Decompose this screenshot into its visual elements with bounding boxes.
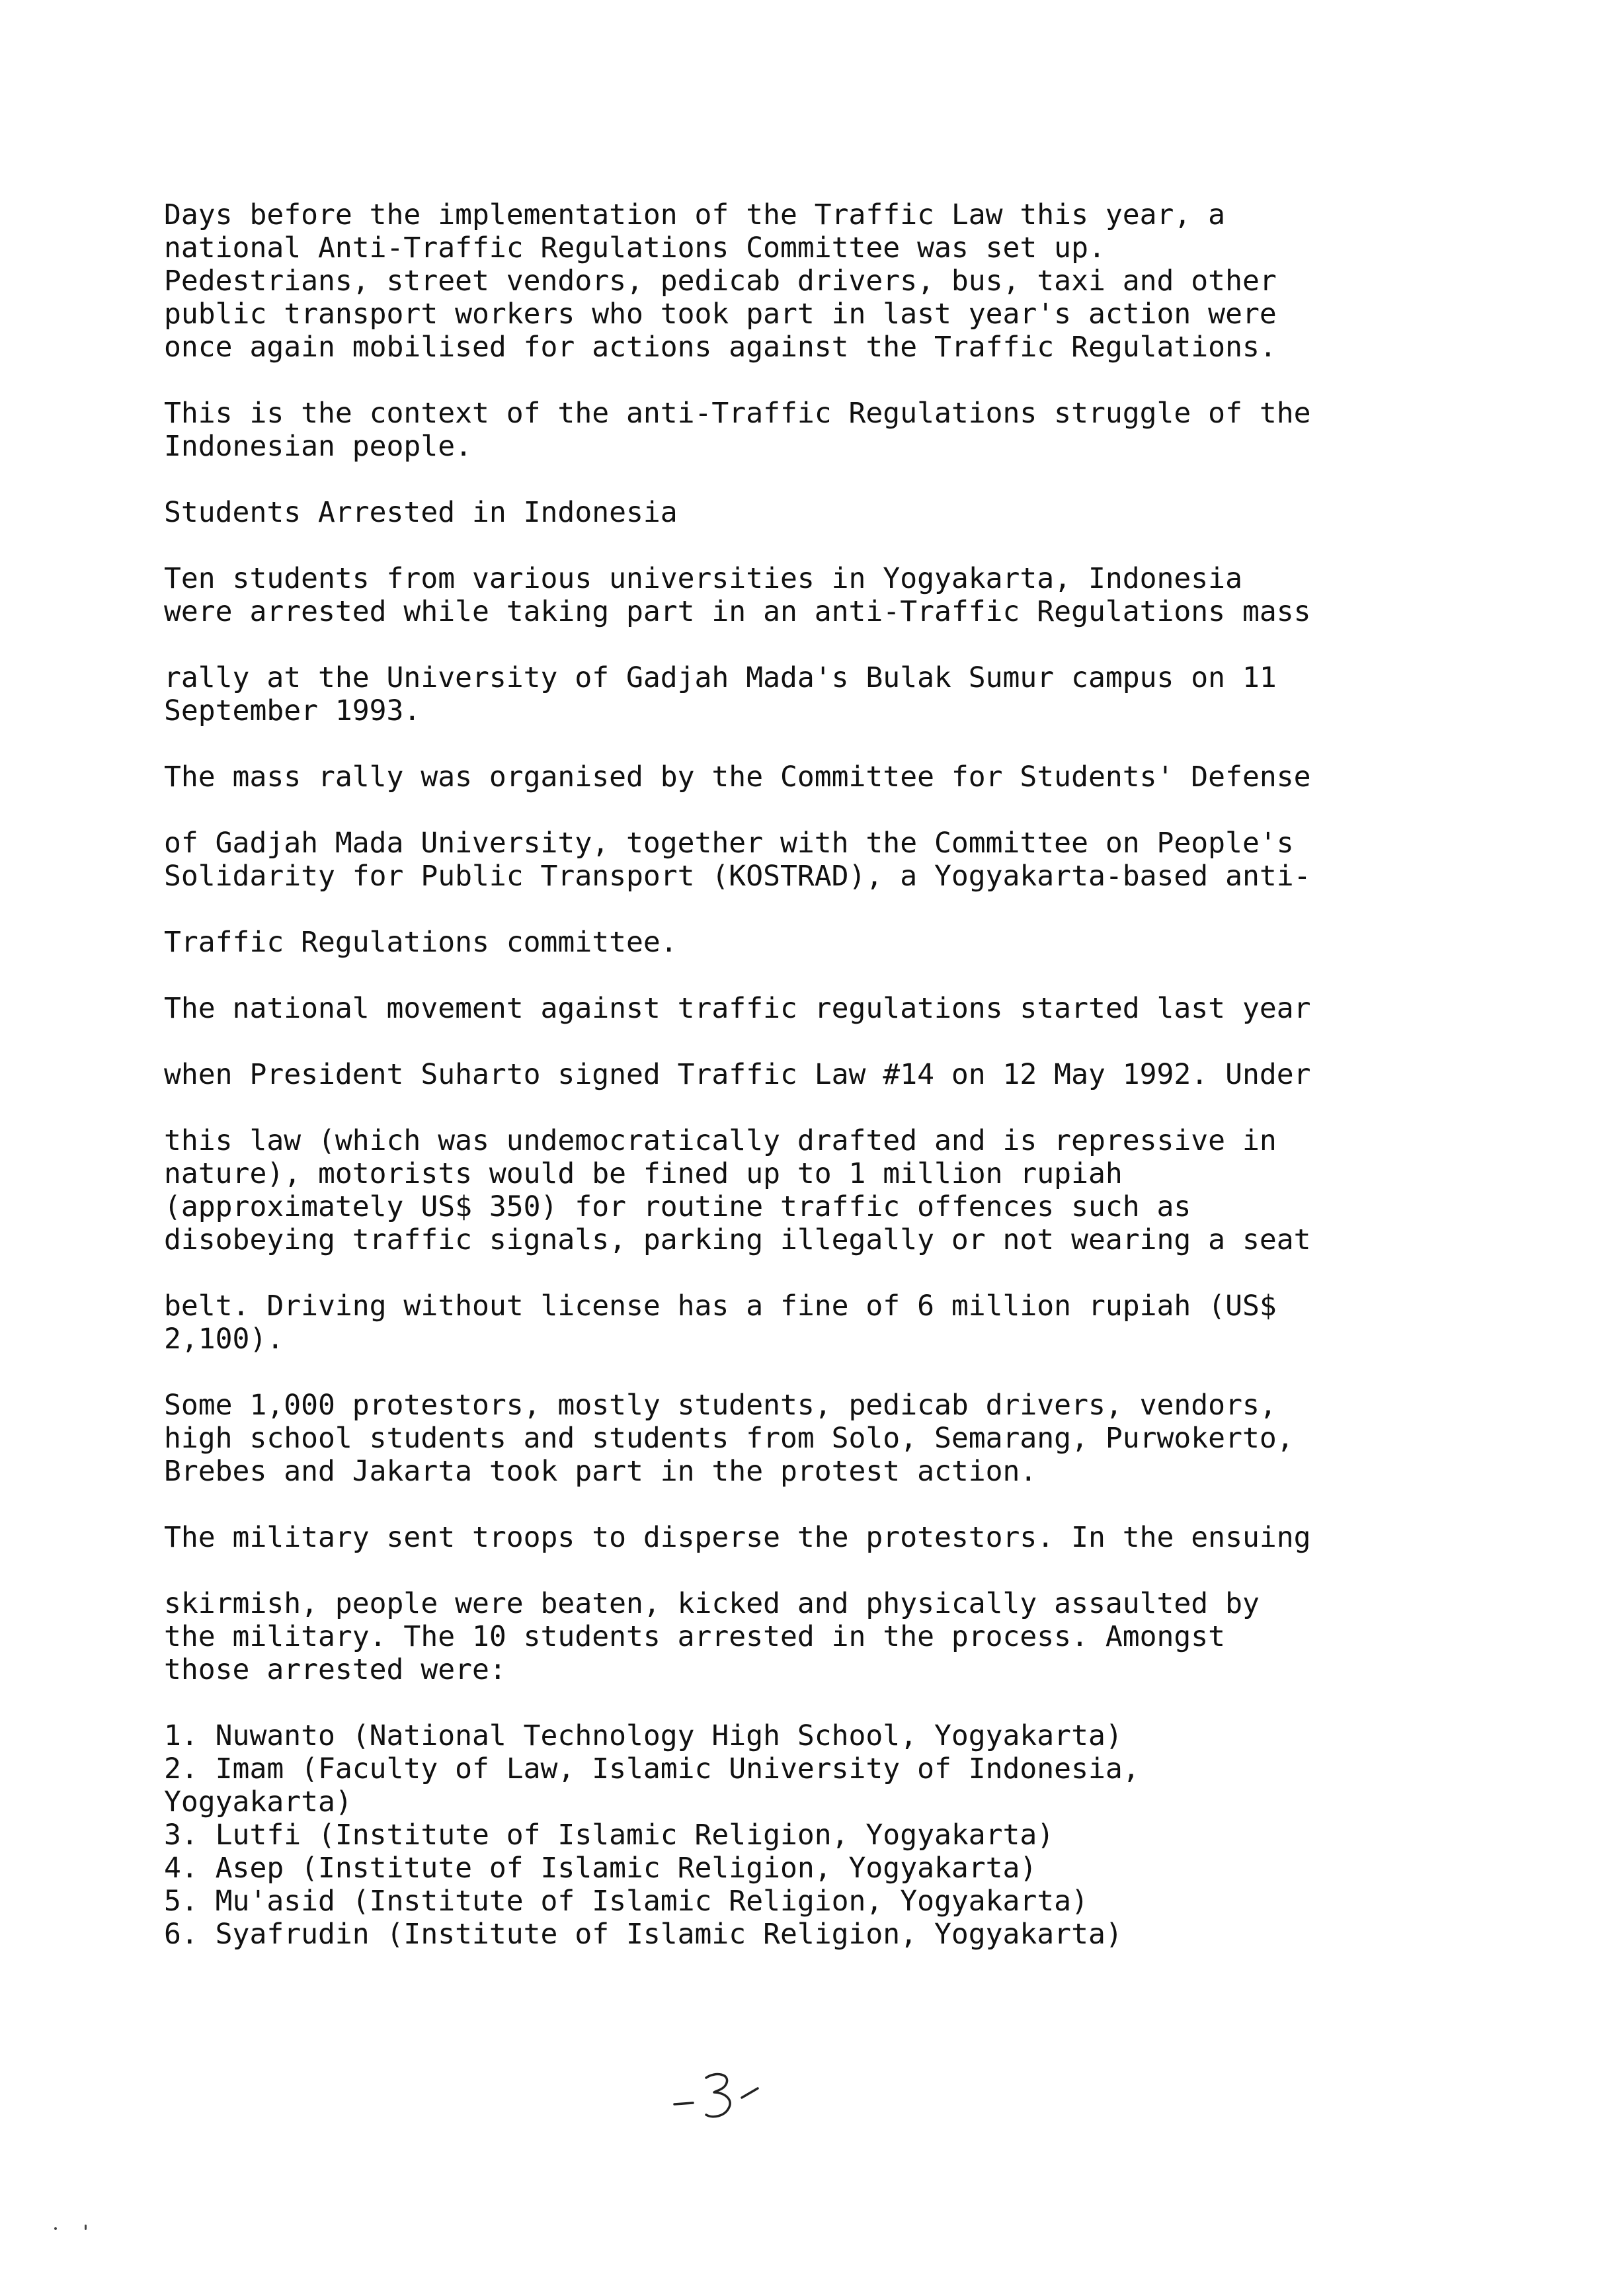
paragraph-military-troops: The military sent troops to disperse the protestors. In the ensuing: [164, 1521, 1311, 1554]
paragraph-rally-location: rally at the University of Gadjah Mada's Bulak Sumur campus on 11 September 1993.: [164, 661, 1277, 727]
paragraph-license-fine: belt. Driving without license has a fine of 6 million rupiah (US$ 2,100).: [164, 1290, 1277, 1356]
scan-speck: [85, 2225, 87, 2230]
section-heading: Students Arrested in Indonesia: [164, 496, 678, 529]
paragraph-committee-names: of Gadjah Mada University, together with the Committee on People's Solidarity for Public Transport (KOSTRAD), a Yogyakarta-based anti-: [164, 827, 1311, 893]
paragraph-skirmish: skirmish, people were beaten, kicked and physically assaulted by the military. The 10 students arrested in the process. Amongst those arrested were:: [164, 1587, 1260, 1686]
paragraph-rally-organiser: The mass rally was organised by the Committee for Students' Defense: [164, 760, 1311, 794]
paragraph-protestors: Some 1,000 protestors, mostly students, pedicab drivers, vendors, high school students and students from Solo, Semarang, Purwokerto, Brebes and Jakarta took part in the protest action.: [164, 1389, 1294, 1488]
list-item: 4. Asep (Institute of Islamic Religion, Yogyakarta): [164, 1852, 1037, 1885]
paragraph-fines: this law (which was undemocratically drafted and is repressive in nature), motorists would be fined up to 1 million rupiah (approximately US$ 350) for routine traffic offences such as disobeying traffic signals, parking illegally or not wearing a seat: [164, 1124, 1311, 1256]
list-item: 5. Mu'asid (Institute of Islamic Religion, Yogyakarta): [164, 1885, 1088, 1918]
arrested-students-list: [164, 1719, 1513, 1951]
paragraph-context: This is the context of the anti-Traffic Regulations struggle of the Indonesian people.: [164, 397, 1311, 463]
list-item: 1. Nuwanto (National Technology High School, Yogyakarta): [164, 1719, 1123, 1752]
paragraph-national-movement: The national movement against traffic regulations started last year: [164, 992, 1311, 1025]
list-item: 2. Imam (Faculty of Law, Islamic University of Indonesia,: [164, 1752, 1140, 1785]
scan-speck: [54, 2227, 57, 2230]
list-item: 3. Lutfi (Institute of Islamic Religion, Yogyakarta): [164, 1819, 1055, 1852]
page-number-handwritten: [668, 2063, 787, 2123]
list-item: Yogyakarta): [164, 1785, 352, 1819]
list-item: 6. Syafrudin (Institute of Islamic Religion, Yogyakarta): [164, 1918, 1123, 1951]
paragraph-committee-end: Traffic Regulations committee.: [164, 926, 678, 959]
paragraph-students-arrested: Ten students from various universities in Yogyakarta, Indonesia were arrested while taking part in an anti-Traffic Regulations mass: [164, 562, 1311, 628]
paragraph-traffic-law-committee: Days before the implementation of the Traffic Law this year, a national Anti-Traffic Regulations Committee was set up. Pedestrians, street vendors, pedicab drivers, bus, taxi and other public transport workers who took part in last year's action were once again mobilised for actions against the Traffic Regulations.: [164, 198, 1277, 364]
paragraph-traffic-law-14: when President Suharto signed Traffic Law #14 on 12 May 1992. Under: [164, 1058, 1311, 1091]
